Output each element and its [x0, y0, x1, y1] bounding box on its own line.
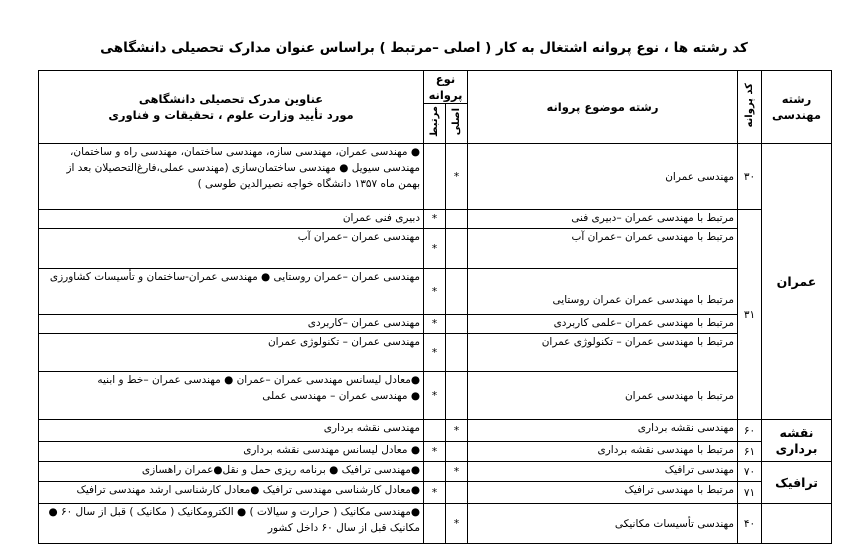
subject-cell: مهندسی نقشه برداری	[468, 420, 738, 442]
related-mark: *	[424, 334, 446, 372]
education-item: ● مهندسی عمران – مهندسی عملی	[262, 390, 420, 402]
subject-cell: مرتبط با مهندسی عمران –عمران آب	[468, 229, 738, 269]
field-omran: عمران	[762, 144, 832, 420]
table-row	[39, 269, 832, 315]
code-cell: ۷۰	[738, 462, 762, 482]
code-cell: ۷۱	[738, 482, 762, 504]
subject-cell: مهندسی ترافیک	[468, 462, 738, 482]
header-code	[738, 71, 762, 144]
primary-mark: *	[446, 504, 468, 544]
education-item: ●معادل لیسانس مهندسی عمران –عمران ● مهندسی عمران –خط و ابنیه	[97, 374, 420, 386]
header-license-type: نوع پروانه	[424, 71, 468, 104]
table-row	[39, 334, 832, 372]
subject-cell: مرتبط با مهندسی عمران –علمی کاربردی	[468, 315, 738, 334]
code-cell: ۶۱	[738, 442, 762, 462]
primary-mark: *	[446, 420, 468, 442]
code-cell: ۳۱	[738, 210, 762, 420]
related-mark	[424, 420, 446, 442]
field-terafik: ترافیک	[762, 462, 832, 504]
table-row	[39, 420, 832, 442]
table-row	[39, 442, 832, 462]
related-mark: *	[424, 315, 446, 334]
header-related	[424, 104, 446, 144]
primary-mark	[446, 269, 468, 315]
primary-mark	[446, 229, 468, 269]
primary-mark	[446, 315, 468, 334]
header-field: رشته مهندسی	[762, 71, 832, 144]
header-education-line2: مورد تأیید وزارت علوم ، تحقیقات و فناوری	[108, 108, 354, 122]
related-mark	[424, 504, 446, 544]
primary-mark	[446, 482, 468, 504]
table-row	[39, 210, 832, 229]
primary-mark	[446, 372, 468, 420]
education-cell: مهندسی عمران – تکنولوژی عمران	[39, 334, 424, 372]
code-cell: ۴۰	[738, 504, 762, 544]
education-cell: ● معادل لیسانس مهندسی نقشه برداری	[39, 442, 424, 462]
field-empty	[762, 504, 832, 544]
education-cell: ●مهندسی ترافیک ● برنامه ریزی حمل و نقل●عمران راهسازی	[39, 462, 424, 482]
education-cell: ● مهندسی عمران، مهندسی سازه، مهندسی ساختمان، مهندسی راه و ساختمان، مهندسی سیویل ● مهندسی ساختمان‌سازی (مهندسی عملی،فارغ‌التحصیلان بعد از بهمن ماه ۱۳۵۷ دانشگاه خواجه نصیرالدین طوسی )	[39, 144, 424, 210]
education-cell: مهندسی نقشه برداری	[39, 420, 424, 442]
education-cell: ●معادل کارشناسی مهندسی ترافیک ●معادل کارشناسی ارشد مهندسی ترافیک	[39, 482, 424, 504]
related-mark	[424, 144, 446, 210]
subject-cell: مرتبط با مهندسی عمران – تکنولوژی عمران	[468, 334, 738, 372]
field-naghshe: نقشه برداری	[762, 420, 832, 462]
education-cell: دبیری فنی عمران	[39, 210, 424, 229]
subject-cell: مهندسی تأسیسات مکانیکی	[468, 504, 738, 544]
subject-cell: مهندسی عمران	[468, 144, 738, 210]
subject-cell: مرتبط با مهندسی ترافیک	[468, 482, 738, 504]
related-mark: *	[424, 442, 446, 462]
primary-mark: *	[446, 462, 468, 482]
subject-cell: مرتبط با مهندسی عمران عمران روستایی	[468, 269, 738, 315]
header-primary-text: اصلی	[450, 107, 462, 136]
related-mark: *	[424, 269, 446, 315]
education-cell: مهندسی عمران –کاربردی	[39, 315, 424, 334]
license-table	[38, 70, 832, 544]
primary-mark	[446, 442, 468, 462]
subject-cell: مرتبط با مهندسی عمران –دبیری فنی	[468, 210, 738, 229]
related-mark: *	[424, 482, 446, 504]
subject-cell: مرتبط با مهندسی نقشه برداری	[468, 442, 738, 462]
primary-mark	[446, 210, 468, 229]
related-mark: *	[424, 210, 446, 229]
header-primary	[446, 104, 468, 144]
table-row	[39, 144, 832, 210]
primary-mark: *	[446, 144, 468, 210]
education-cell	[39, 372, 424, 420]
header-education	[39, 71, 424, 144]
table-row	[39, 229, 832, 269]
table-row	[39, 372, 832, 420]
header-education-line1: عناوین مدرک تحصیلی دانشگاهی	[138, 92, 324, 106]
education-cell: مهندسی عمران –عمران آب	[39, 229, 424, 269]
related-mark	[424, 462, 446, 482]
related-mark: *	[424, 229, 446, 269]
education-cell: ●مهندسی مکانیک ( حرارت و سیالات ) ● الکترومکانیک ( مکانیک ) قبل از سال ۶۰ ● مکانیک قبل از سال ۶۰ داخل کشور	[39, 504, 424, 544]
table-row	[39, 462, 832, 482]
table-row	[39, 482, 832, 504]
header-code-text: کد پروانه	[743, 82, 755, 128]
table-row	[39, 315, 832, 334]
subject-cell: مرتبط با مهندسی عمران	[468, 372, 738, 420]
document-title: کد رشته ها ، نوع پروانه اشتغال به کار ( اصلی –مرتبط ) براساس عنوان مدارک تحصیلی دانشگاهی	[100, 40, 748, 56]
header-related-text: مرتبط	[428, 106, 440, 137]
header-subject: رشته موضوع پروانه	[468, 71, 738, 144]
primary-mark	[446, 334, 468, 372]
education-cell: مهندسی عمران –عمران روستایی ● مهندسی عمران-ساختمان و تأسیسات کشاورزی	[39, 269, 424, 315]
code-cell: ۶۰	[738, 420, 762, 442]
table-row	[39, 504, 832, 544]
code-cell: ۳۰	[738, 144, 762, 210]
related-mark: *	[424, 372, 446, 420]
